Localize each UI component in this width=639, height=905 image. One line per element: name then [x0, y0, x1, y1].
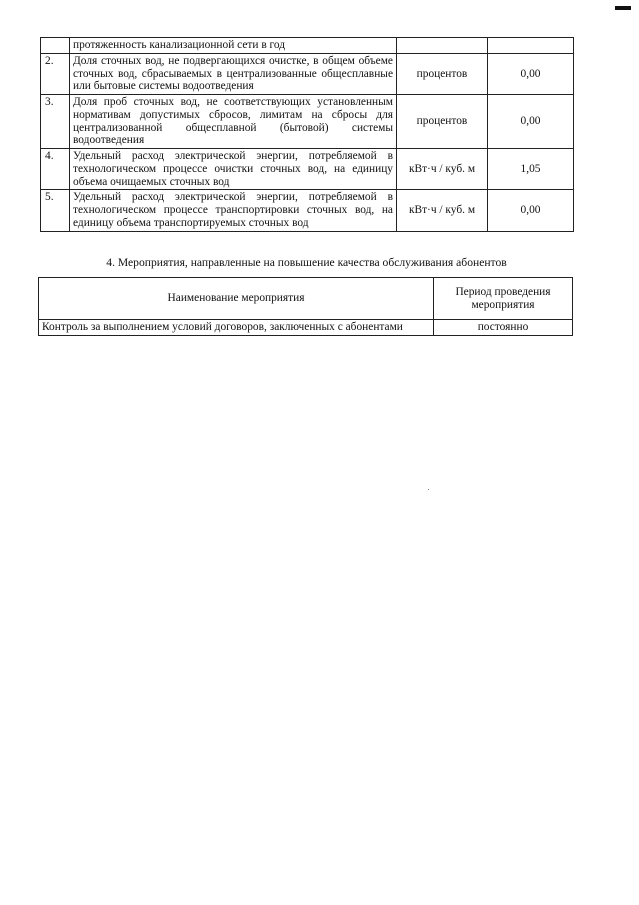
table-row	[41, 95, 574, 149]
indicator-value: 0,00	[488, 95, 574, 149]
table-row	[39, 320, 573, 336]
table-row	[41, 53, 574, 94]
table-row	[41, 190, 574, 231]
row-number: 4.	[41, 149, 70, 190]
indicators-table	[40, 37, 574, 232]
indicator-value: 0,00	[488, 190, 574, 231]
indicator-unit: кВт·ч / куб. м	[397, 190, 488, 231]
row-number: 2.	[41, 53, 70, 94]
indicator-value: 1,05	[488, 149, 574, 190]
scan-speck	[428, 489, 429, 490]
indicator-description: Удельный расход электрической энергии, потребляемой в технологическом процессе транспортировки сточных вод, на единицу объема транспортируемых сточных вод	[70, 190, 397, 231]
row-number: 5.	[41, 190, 70, 231]
indicator-description: Доля проб сточных вод, не соответствующих установленным нормативам допустимых сбросов, лимитам на сбросы для централизованной общесплавной (бытовой) системы водоотведения	[70, 95, 397, 149]
column-header-period: Период проведения мероприятия	[434, 278, 573, 320]
indicator-description: Доля сточных вод, не подвергающихся очистке, в общем объеме сточных вод, сбрасываемых в централизованные общесплавные или бытовые системы водоотведения	[70, 53, 397, 94]
measures-table	[38, 277, 573, 336]
indicators-table-body	[41, 38, 574, 232]
measure-period: постоянно	[434, 320, 573, 336]
indicator-description: протяженность канализационной сети в год	[70, 38, 397, 54]
table-row	[41, 149, 574, 190]
row-number: 3.	[41, 95, 70, 149]
table-row	[41, 38, 574, 54]
corner-mark	[615, 6, 631, 10]
indicator-value: 0,00	[488, 53, 574, 94]
indicator-value	[488, 38, 574, 54]
indicator-description: Удельный расход электрической энергии, потребляемой в технологическом процессе очистки сточных вод, на единицу объема очищаемых сточных вод	[70, 149, 397, 190]
section-title: 4. Мероприятия, направленные на повышение качества обслуживания абонентов	[106, 256, 507, 269]
column-header-name: Наименование мероприятия	[39, 278, 434, 320]
indicator-unit: процентов	[397, 53, 488, 94]
indicator-unit	[397, 38, 488, 54]
measure-name: Контроль за выполнением условий договоров, заключенных с абонентами	[39, 320, 434, 336]
table-header-row	[39, 278, 573, 320]
row-number	[41, 38, 70, 54]
indicator-unit: кВт·ч / куб. м	[397, 149, 488, 190]
indicator-unit: процентов	[397, 95, 488, 149]
